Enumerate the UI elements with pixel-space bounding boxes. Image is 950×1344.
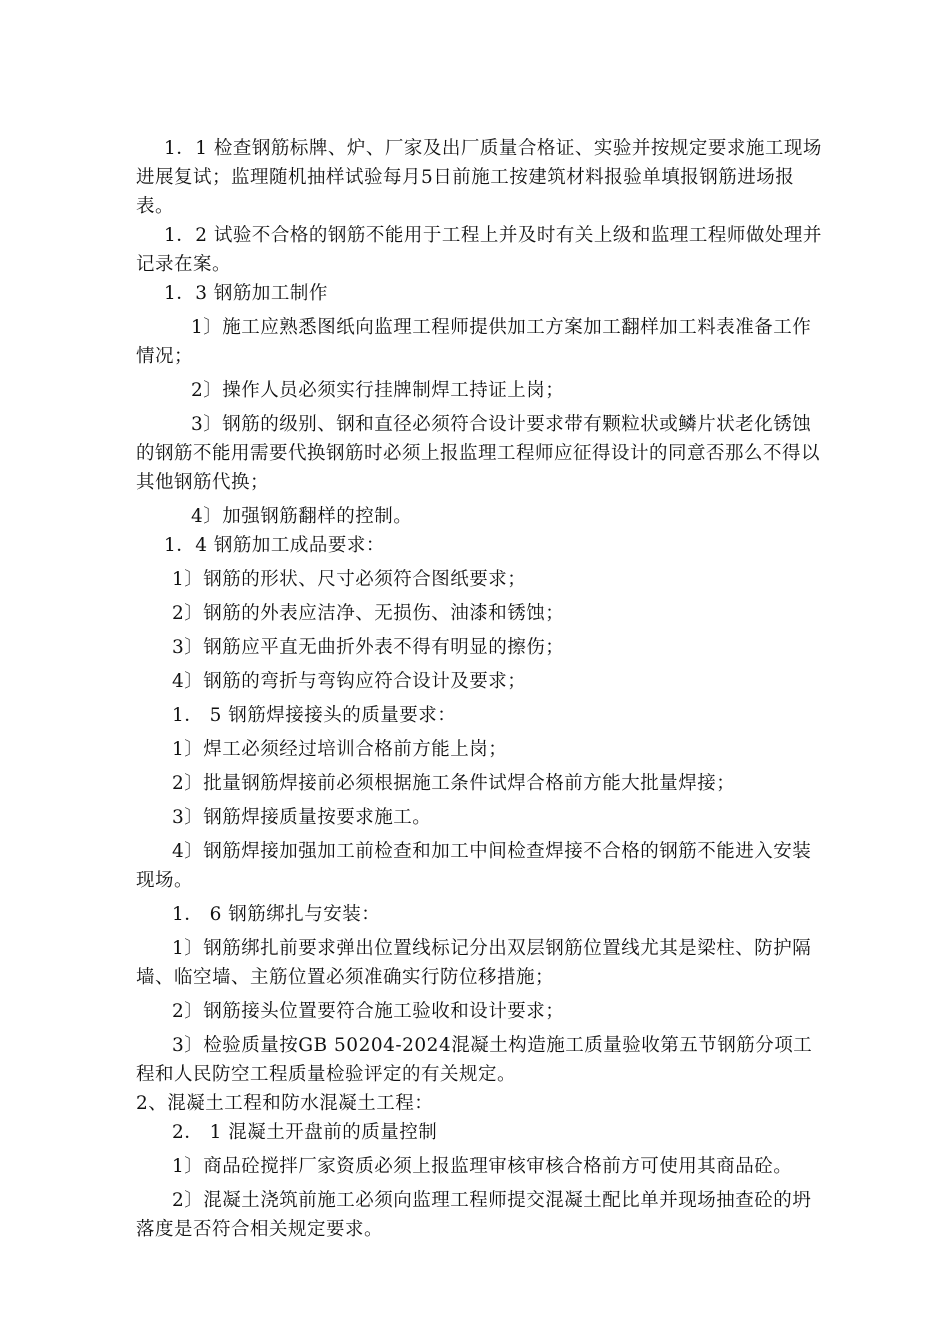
list-item: 2〕钢筋的外表应洁净、无损伤、油漆和锈蚀； xyxy=(172,603,565,624)
list-item: 1〕商品砼搅拌厂家资质必须上报监理审核审核合格前方可使用其商品砼。 xyxy=(172,1156,793,1177)
list-item: 3〕检验质量按GB 50204-2024混凝土构造施工质量验收第五节钢筋分项工程和人民防空工程质量检验评定的有关规定。 xyxy=(136,1035,813,1085)
list-item: 3〕钢筋的级别、钢和直径必须符合设计要求带有颗粒状或鳞片状老化锈蚀的钢筋不能用需要代换钢筋时必须上报监理工程师应征得设计的同意否那么不得以其他钢筋代换； xyxy=(136,414,821,493)
list-item: 2〕混凝土浇筑前施工必须向监理工程师提交混凝土配比单并现场抽查砼的坍落度是否符合相关规定要求。 xyxy=(136,1190,812,1240)
paragraph-1-1: 1．1 检查钢筋标牌、炉、厂家及出厂质量合格证、实验并按规定要求施工现场进展复试；监理随机抽样试验每月5日前施工按建筑材料报验单填报钢筋进场报表。 xyxy=(136,138,822,217)
list-item: 1〕钢筋绑扎前要求弹出位置线标记分出双层钢筋位置线尤其是梁柱、防护隔墙、临空墙、主筋位置必须准确实行防位移措施； xyxy=(136,938,812,988)
list-item: 4〕钢筋焊接加强加工前检查和加工中间检查焊接不合格的钢筋不能进入安装现场。 xyxy=(136,841,812,891)
section-heading-2: 2、混凝土工程和防水混凝土工程： xyxy=(136,1093,434,1114)
document-body xyxy=(136,134,822,1244)
list-item: 2〕操作人员必须实行挂牌制焊工持证上岗； xyxy=(191,380,565,401)
heading-2-1: 2． 1 混凝土开盘前的质量控制 xyxy=(172,1122,438,1143)
list-item: 1〕焊工必须经过培训合格前方能上岗； xyxy=(172,739,508,760)
heading-1-6: 1． 6 钢筋绑扎与安装： xyxy=(172,904,381,925)
list-item: 2〕批量钢筋焊接前必须根据施工条件试焊合格前方能大批量焊接； xyxy=(172,773,736,794)
heading-1-3: 1．3 钢筋加工制作 xyxy=(164,283,328,304)
list-item: 1〕钢筋的形状、尺寸必须符合图纸要求； xyxy=(172,569,527,590)
paragraph-1-2: 1．2 试验不合格的钢筋不能用于工程上并及时有关上级和监理工程师做处理并记录在案。 xyxy=(136,225,822,275)
heading-1-5: 1． 5 钢筋焊接接头的质量要求： xyxy=(172,705,457,726)
list-item: 3〕钢筋应平直无曲折外表不得有明显的擦伤； xyxy=(172,637,565,658)
list-item: 3〕钢筋焊接质量按要求施工。 xyxy=(172,807,432,828)
list-item: 4〕加强钢筋翻样的控制。 xyxy=(191,506,413,527)
heading-1-4: 1．4 钢筋加工成品要求： xyxy=(164,535,385,556)
list-item: 2〕钢筋接头位置要符合施工验收和设计要求； xyxy=(172,1001,565,1022)
list-item: 1〕施工应熟悉图纸向监理工程师提供加工方案加工翻样加工料表准备工作情况； xyxy=(136,317,812,367)
list-item: 4〕钢筋的弯折与弯钩应符合设计及要求； xyxy=(172,671,527,692)
